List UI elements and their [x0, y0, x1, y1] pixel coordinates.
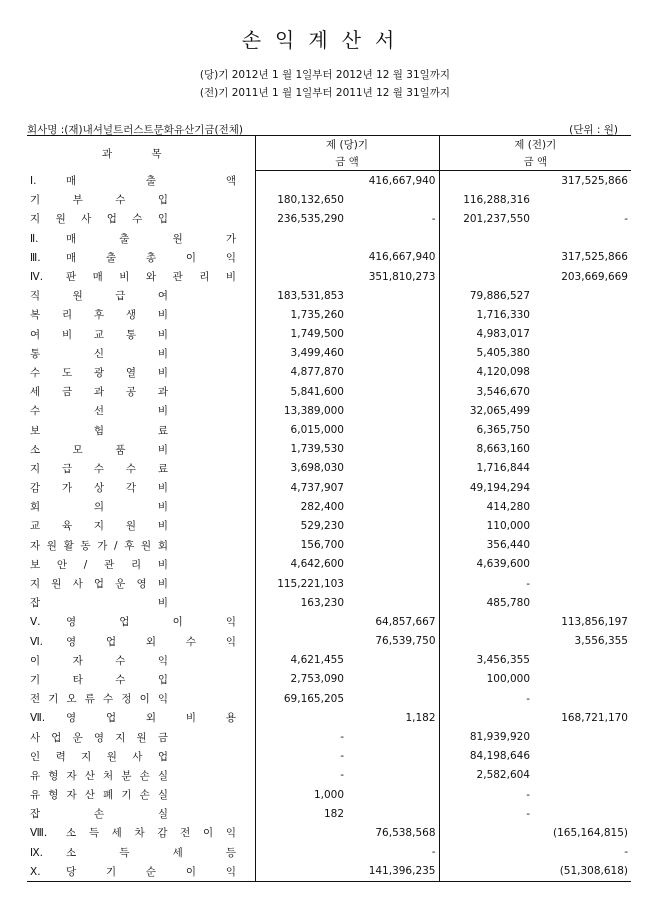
row-label: [27, 325, 255, 344]
row-label: [27, 440, 255, 459]
row-label: [27, 497, 255, 516]
table-row-item: [27, 459, 631, 478]
row-label-text: 세 금 과 공 과: [30, 386, 168, 399]
amount-cur-sum: 1,182: [405, 711, 436, 724]
amount-cur-detail: [255, 632, 347, 651]
amount-prev-sum: [533, 459, 631, 478]
amount-cur-sum: [347, 286, 439, 305]
amount-prev-detail: 356,440: [439, 536, 533, 555]
row-label-text: 여 비 교 통 비: [30, 328, 168, 341]
row-label-text: 보 안 / 관 리 비: [30, 558, 168, 571]
row-label: [27, 363, 255, 382]
amount-cur-detail: 69,165,205: [255, 689, 347, 708]
amount-prev-sum: [533, 286, 631, 305]
amount-prev-sum: [533, 593, 631, 612]
amount-cur-detail: 1,735,260: [255, 305, 347, 324]
row-number: Ⅰ.: [30, 174, 37, 187]
amount-prev-detail: [439, 248, 533, 267]
company-name: 회사명 :(재)내셔널트러스트문화유산기금(전체): [27, 124, 243, 136]
amount-cur-detail: 4,737,907: [255, 478, 347, 497]
table-row-item: [27, 209, 631, 228]
row-label-text: 기 부 수 입: [30, 194, 168, 207]
amount-prev-sum: [533, 785, 631, 804]
row-label-text: 잡 손 실: [30, 808, 168, 821]
amount-cur-detail: 4,621,455: [255, 651, 347, 670]
amount-prev-detail: [439, 708, 533, 727]
row-label-text: 매 출 원 가: [66, 232, 236, 245]
amount-cur-detail: 1,000: [255, 785, 347, 804]
row-number: Ⅴ.: [30, 616, 41, 629]
table-row-item: [27, 440, 631, 459]
table-row-item: [27, 689, 631, 708]
amount-cur-sum: [347, 747, 439, 766]
amount-cur-sum: 64,857,667: [375, 615, 436, 628]
row-label: [27, 612, 255, 631]
row-label: [27, 209, 255, 228]
row-label: [27, 382, 255, 401]
table-row-section: [27, 267, 631, 286]
amount-prev-detail: 3,456,355: [439, 651, 533, 670]
table-row-item: [27, 344, 631, 363]
amount-cur-sum: [347, 363, 439, 382]
amount-prev-sum: [533, 382, 631, 401]
amount-prev-detail: 201,237,550: [439, 209, 533, 228]
row-label: [27, 593, 255, 612]
amount-prev-sum: [533, 440, 631, 459]
row-label-text: 기 타 수 입: [30, 673, 168, 686]
amount-prev-sum: [533, 305, 631, 324]
row-label: [27, 459, 255, 478]
table-row-item: [27, 516, 631, 535]
table-row-section: [27, 862, 631, 882]
amount-cur-detail: 183,531,853: [255, 286, 347, 305]
row-label-text: 감 가 상 각 비: [30, 482, 168, 495]
period-previous: (전)기 2011년 1 월 1일부터 2011년 12 월 31일까지: [199, 87, 451, 99]
amount-prev-detail: [439, 612, 533, 631]
amount-prev-sum: [533, 497, 631, 516]
amount-cur-detail: -: [255, 766, 347, 785]
amount-prev-sum: -: [624, 212, 628, 225]
table-row-section: [27, 843, 631, 862]
row-label: [27, 727, 255, 746]
amount-prev-detail: 110,000: [439, 516, 533, 535]
amount-cur-detail: 5,841,600: [255, 382, 347, 401]
amount-cur-sum: [347, 766, 439, 785]
amount-prev-sum: (165,164,815): [553, 826, 628, 839]
table-row-section: [27, 612, 631, 631]
row-label-text: 소 모 품 비: [30, 443, 168, 456]
amount-cur-sum: 76,539,750: [375, 635, 436, 648]
amount-prev-sum: 113,856,197: [561, 615, 628, 628]
amount-prev-sum: [533, 670, 631, 689]
amount-cur-sum: [347, 190, 439, 209]
amount-cur-detail: [255, 862, 347, 882]
amount-prev-detail: [439, 267, 533, 286]
amount-prev-detail: -: [439, 804, 533, 823]
table-row-item: [27, 497, 631, 516]
amount-cur-sum: [347, 305, 439, 324]
table-row-item: [27, 363, 631, 382]
row-label: [27, 785, 255, 804]
table-row-item: [27, 804, 631, 823]
row-label-text: 지 급 수 수 료: [30, 462, 168, 475]
amount-cur-detail: [255, 248, 347, 267]
row-label: [27, 689, 255, 708]
row-label: [27, 747, 255, 766]
amount-cur-detail: 236,535,290: [255, 209, 347, 228]
amount-cur-detail: 163,230: [255, 593, 347, 612]
row-label-text: 인 력 지 원 사 업: [30, 750, 168, 763]
amount-cur-sum: 416,667,940: [368, 174, 436, 187]
amount-cur-sum: [347, 401, 439, 420]
amount-cur-detail: 3,698,030: [255, 459, 347, 478]
amount-prev-sum: [533, 651, 631, 670]
amount-prev-sum: [533, 325, 631, 344]
amount-prev-detail: 4,639,600: [439, 555, 533, 574]
amount-prev-sum: [533, 363, 631, 382]
amount-prev-detail: [439, 843, 533, 862]
row-label-text: 영 업 이 익: [66, 616, 236, 629]
amount-cur-sum: [347, 593, 439, 612]
row-label-text: 통 신 비: [30, 347, 168, 360]
amount-prev-sum: [533, 555, 631, 574]
amount-cur-detail: 6,015,000: [255, 420, 347, 439]
amount-cur-detail: 3,499,460: [255, 344, 347, 363]
table-row-item: [27, 574, 631, 593]
amount-prev-detail: [439, 229, 533, 248]
amount-prev-sum: 203,669,669: [561, 270, 628, 283]
amount-prev-sum: [533, 420, 631, 439]
amount-cur-detail: [255, 267, 347, 286]
amount-prev-sum: [533, 478, 631, 497]
row-label: [27, 632, 255, 651]
amount-cur-detail: [255, 612, 347, 631]
row-label: [27, 766, 255, 785]
amount-prev-sum: [533, 536, 631, 555]
amount-prev-detail: [439, 823, 533, 842]
amount-prev-sum: [533, 344, 631, 363]
row-label-text: 수 도 광 열 비: [30, 366, 168, 379]
amount-prev-detail: 32,065,499: [439, 401, 533, 420]
amount-cur-sum: [347, 459, 439, 478]
amount-cur-sum: -: [431, 846, 436, 859]
row-label: [27, 248, 255, 267]
amount-cur-detail: 156,700: [255, 536, 347, 555]
amount-cur-sum: [347, 785, 439, 804]
row-label: [27, 478, 255, 497]
amount-prev-detail: -: [439, 574, 533, 593]
table-row-item: [27, 766, 631, 785]
table-row-item: [27, 478, 631, 497]
row-label: [27, 229, 255, 248]
amount-cur-sum: [347, 325, 439, 344]
row-label-text: 영 업 외 수 익: [66, 635, 236, 648]
amount-cur-detail: 13,389,000: [255, 401, 347, 420]
row-number: Ⅷ.: [30, 827, 48, 840]
amount-prev-sum: [533, 766, 631, 785]
table-row-item: [27, 382, 631, 401]
row-number: Ⅱ.: [30, 232, 39, 245]
amount-prev-sum: -: [624, 846, 628, 859]
amount-cur-sum: [347, 651, 439, 670]
amount-cur-detail: [255, 229, 347, 248]
amount-prev-sum: 168,721,170: [561, 711, 628, 724]
row-label-text: 직 원 급 여: [30, 290, 168, 303]
table-row-section: [27, 248, 631, 267]
table-row-item: [27, 325, 631, 344]
amount-cur-sum: [347, 229, 439, 248]
amount-prev-sum: [533, 401, 631, 420]
amount-cur-sum: 351,810,273: [368, 270, 436, 283]
table-row-section: [27, 823, 631, 842]
amount-cur-sum: [347, 382, 439, 401]
table-row-item: [27, 286, 631, 305]
amount-cur-sum: [347, 574, 439, 593]
amount-cur-detail: [255, 171, 347, 191]
row-label-text: 복 리 후 생 비: [30, 309, 168, 322]
row-label-text: 잡 비: [30, 597, 168, 610]
row-label: [27, 536, 255, 555]
amount-cur-sum: [347, 497, 439, 516]
amount-prev-sum: 3,556,355: [574, 635, 628, 648]
row-label: [27, 286, 255, 305]
amount-cur-sum: [347, 689, 439, 708]
row-label-text: 사 업 운 영 지 원 금: [30, 731, 168, 744]
amount-cur-sum: [347, 555, 439, 574]
period-current: (당)기 2012년 1 월 1일부터 2012년 12 월 31일까지: [199, 69, 451, 81]
table-row-item: [27, 401, 631, 420]
amount-prev-detail: 100,000: [439, 670, 533, 689]
row-label: [27, 670, 255, 689]
row-label: [27, 708, 255, 727]
amount-prev-sum: [533, 804, 631, 823]
amount-prev-detail: 2,582,604: [439, 766, 533, 785]
amount-prev-detail: [439, 862, 533, 882]
row-label-text: 유 형 자 산 처 분 손 실: [30, 769, 168, 782]
amount-prev-detail: 5,405,380: [439, 344, 533, 363]
income-statement-table: [27, 135, 631, 882]
amount-cur-detail: [255, 843, 347, 862]
table-row-item: [27, 593, 631, 612]
table-row-item: [27, 670, 631, 689]
header-item: 과 목: [101, 147, 180, 160]
table-row-section: [27, 171, 631, 191]
amount-prev-detail: 81,939,920: [439, 727, 533, 746]
row-label-text: 수 선 비: [30, 405, 168, 418]
amount-cur-detail: 180,132,650: [255, 190, 347, 209]
amount-cur-detail: -: [255, 727, 347, 746]
row-label-text: 판 매 비 와 관 리 비: [66, 271, 236, 284]
amount-cur-detail: 115,221,103: [255, 574, 347, 593]
row-label: [27, 305, 255, 324]
amount-cur-detail: [255, 823, 347, 842]
amount-cur-sum: -: [431, 212, 436, 225]
amount-prev-detail: [439, 632, 533, 651]
row-number: Ⅹ.: [30, 865, 41, 878]
amount-cur-detail: [255, 708, 347, 727]
row-label: [27, 267, 255, 286]
amount-prev-detail: 6,365,750: [439, 420, 533, 439]
amount-cur-detail: 1,739,530: [255, 440, 347, 459]
row-label-text: 당 기 순 이 익: [66, 865, 236, 878]
amount-prev-sum: [533, 516, 631, 535]
amount-cur-detail: 529,230: [255, 516, 347, 535]
row-number: Ⅵ.: [30, 635, 44, 648]
row-label: [27, 516, 255, 535]
table-row-item: [27, 555, 631, 574]
row-number: Ⅳ.: [30, 271, 44, 284]
amount-prev-detail: -: [439, 785, 533, 804]
row-number: Ⅸ.: [30, 846, 43, 859]
row-label-text: 이 자 수 익: [30, 654, 168, 667]
row-label: [27, 843, 255, 862]
amount-prev-detail: 1,716,330: [439, 305, 533, 324]
row-label-text: 전 기 오 류 수 정 이 익: [30, 693, 168, 706]
header-current: 제 (당)기: [255, 136, 439, 154]
row-label-text: 유 형 자 산 폐 기 손 실: [30, 789, 168, 802]
row-label: [27, 823, 255, 842]
row-label-text: 영 업 외 비 용: [66, 712, 236, 725]
header-current-amount: 금 액: [255, 153, 439, 171]
table-row-item: [27, 727, 631, 746]
row-label-text: 자 원 활 동 가 / 후 원 회: [30, 539, 168, 552]
row-label-text: 지 원 사 업 운 영 비: [30, 578, 168, 591]
table-row-item: [27, 536, 631, 555]
amount-cur-sum: [347, 516, 439, 535]
amount-cur-sum: [347, 536, 439, 555]
amount-prev-detail: 1,716,844: [439, 459, 533, 478]
amount-prev-detail: 116,288,316: [439, 190, 533, 209]
table-row-section: [27, 229, 631, 248]
amount-prev-detail: [439, 171, 533, 191]
row-label: [27, 344, 255, 363]
amount-prev-sum: [533, 689, 631, 708]
amount-cur-detail: -: [255, 747, 347, 766]
amount-cur-sum: [347, 670, 439, 689]
header-previous-amount: 금 액: [439, 153, 631, 171]
table-row-section: [27, 632, 631, 651]
table-row-item: [27, 651, 631, 670]
table-row-item: [27, 305, 631, 324]
row-label-text: 소 득 세 차 감 전 이 익: [66, 827, 236, 840]
table-row-item: [27, 190, 631, 209]
amount-prev-detail: 49,194,294: [439, 478, 533, 497]
row-label-text: 회 의 비: [30, 501, 168, 514]
amount-prev-detail: -: [439, 689, 533, 708]
row-number: Ⅲ.: [30, 251, 41, 264]
row-label: [27, 574, 255, 593]
row-label-text: 매 출 총 이 익: [66, 251, 236, 264]
amount-prev-detail: 8,663,160: [439, 440, 533, 459]
amount-prev-detail: 4,120,098: [439, 363, 533, 382]
unit-label: (단위 : 원): [569, 124, 618, 136]
row-label-text: 지 원 사 업 수 입: [30, 213, 168, 226]
table-row-item: [27, 420, 631, 439]
amount-prev-detail: 84,198,646: [439, 747, 533, 766]
amount-prev-sum: 317,525,866: [561, 251, 628, 264]
amount-cur-sum: 416,667,940: [368, 251, 436, 264]
amount-prev-sum: [533, 190, 631, 209]
amount-prev-sum: (51,308,618): [559, 865, 628, 878]
amount-cur-sum: [347, 420, 439, 439]
document-title: 손익계산서: [241, 28, 409, 52]
amount-cur-detail: 282,400: [255, 497, 347, 516]
row-label: [27, 171, 255, 191]
row-label: [27, 804, 255, 823]
amount-prev-sum: [533, 229, 631, 248]
amount-cur-detail: 4,642,600: [255, 555, 347, 574]
amount-prev-sum: [533, 574, 631, 593]
row-label: [27, 190, 255, 209]
row-label: [27, 651, 255, 670]
amount-cur-sum: 76,538,568: [375, 826, 436, 839]
amount-cur-sum: [347, 727, 439, 746]
amount-prev-detail: 485,780: [439, 593, 533, 612]
row-label: [27, 555, 255, 574]
amount-prev-detail: 414,280: [439, 497, 533, 516]
row-label: [27, 420, 255, 439]
amount-cur-detail: 2,753,090: [255, 670, 347, 689]
row-label-text: 보 험 료: [30, 424, 168, 437]
row-label: [27, 862, 255, 882]
row-label-text: 매 출 액: [66, 174, 236, 187]
table-row-section: [27, 708, 631, 727]
row-label-text: 소 득 세 등: [66, 846, 236, 859]
row-label-text: 교 육 지 원 비: [30, 520, 168, 533]
amount-prev-detail: 3,546,670: [439, 382, 533, 401]
header-previous: 제 (전)기: [439, 136, 631, 154]
amount-prev-sum: 317,525,866: [561, 174, 628, 187]
amount-cur-sum: [347, 478, 439, 497]
amount-cur-detail: 4,877,870: [255, 363, 347, 382]
amount-cur-detail: 1,749,500: [255, 325, 347, 344]
amount-cur-sum: 141,396,235: [368, 865, 436, 878]
row-label: [27, 401, 255, 420]
table-row-item: [27, 747, 631, 766]
amount-cur-sum: [347, 344, 439, 363]
amount-cur-detail: 182: [255, 804, 347, 823]
amount-prev-sum: [533, 747, 631, 766]
amount-prev-detail: 4,983,017: [439, 325, 533, 344]
table-row-item: [27, 785, 631, 804]
amount-prev-sum: [533, 727, 631, 746]
amount-cur-sum: [347, 804, 439, 823]
amount-prev-detail: 79,886,527: [439, 286, 533, 305]
row-number: Ⅶ.: [30, 712, 46, 725]
amount-cur-sum: [347, 440, 439, 459]
